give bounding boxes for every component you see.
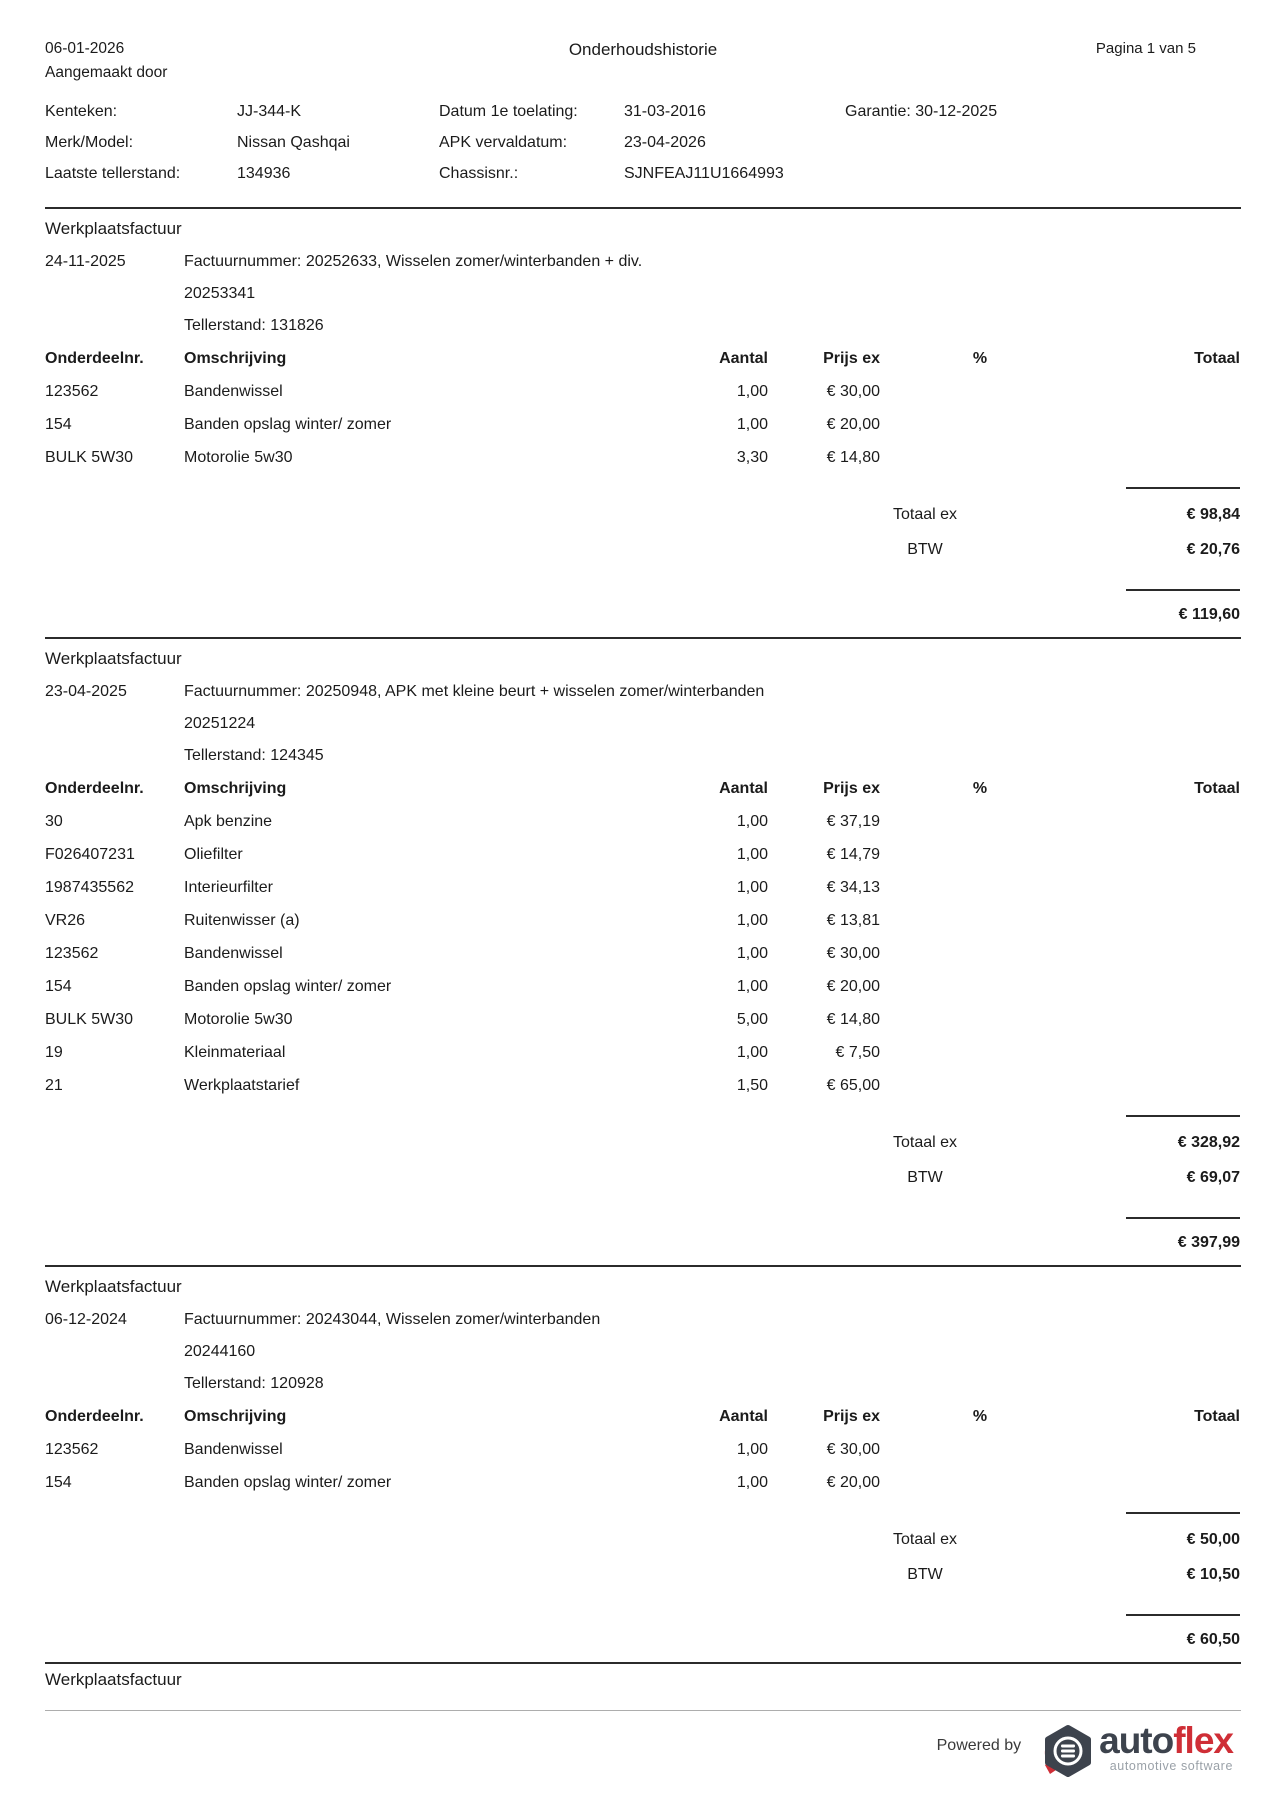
description-cell: Motorolie 5w30 [184,449,293,466]
vat-label: BTW [907,1169,943,1186]
footer-divider [45,1710,1241,1711]
price-cell: € 20,00 [826,978,880,995]
qty-cell: 1,00 [736,813,768,830]
table-header-row [45,343,1241,376]
invoice-section [45,639,1241,1267]
first-registration-value: 31-03-2016 [624,103,706,120]
part-number-header: Onderdeelnr. [45,350,144,367]
description-cell: Banden opslag winter/ zomer [184,978,392,995]
part-number-cell: 123562 [45,945,99,962]
qty-cell: 1,00 [736,1441,768,1458]
description-cell: Motorolie 5w30 [184,1011,293,1028]
description-cell: Bandenwissel [184,383,283,400]
page-footer [45,1720,1241,1783]
price-cell: € 65,00 [826,1077,880,1094]
part-number-cell: BULK 5W30 [45,449,134,466]
invoice-date: 24-11-2025 [45,253,126,270]
total-header: Totaal [1194,780,1240,797]
total-header: Totaal [1194,1408,1240,1425]
invoice-description: Factuurnummer: 20243044, Wisselen zomer/winterbanden [184,1311,601,1328]
vat-label: BTW [907,541,943,558]
invoice-odometer: Tellerstand: 131826 [184,317,324,334]
invoice-total-value: € 397,99 [1177,1234,1240,1251]
percent-header: % [972,1408,988,1425]
part-number-cell: F026407231 [45,846,135,863]
table-row [45,1004,1241,1037]
qty-cell: 1,00 [736,383,768,400]
part-number-header: Onderdeelnr. [45,1408,144,1425]
odometer-label: Laatste tellerstand: [45,165,181,182]
subtotal-value: € 98,84 [1186,506,1240,523]
subtotal-rule [1126,1512,1240,1514]
vehicle-info [45,98,1241,191]
part-number-cell: 19 [45,1044,63,1061]
page-number: Pagina 1 van 5 [1095,40,1196,57]
invoice-meta [45,247,1241,343]
qty-cell: 1,00 [736,416,768,433]
invoice-extra-number: 20251224 [184,715,256,732]
subtotal-value: € 50,00 [1186,1531,1240,1548]
total-rule [1126,1614,1240,1616]
qty-cell: 5,00 [736,1011,768,1028]
vehicle-info-row [45,129,1241,160]
price-cell: € 30,00 [826,383,880,400]
page-title: Onderhoudshistorie [568,40,718,59]
qty-header: Aantal [719,1408,768,1425]
total-rule [1126,1217,1240,1219]
price-header: Prijs ex [823,1408,880,1425]
description-cell: Banden opslag winter/ zomer [184,1474,392,1491]
table-row [45,839,1241,872]
table-row [45,938,1241,971]
description-cell: Kleinmateriaal [184,1044,286,1061]
warranty-label: Garantie: 30-12-2025 [845,103,998,120]
apk-expiry-label: APK vervaldatum: [439,134,568,151]
make-model-label: Merk/Model: [45,134,134,151]
table-row [45,1037,1241,1070]
invoice-meta [45,677,1241,773]
invoice-section-title: Werkplaatsfactuur [45,1277,182,1296]
price-cell: € 30,00 [826,945,880,962]
subtotal-rule [1126,487,1240,489]
table-row [45,872,1241,905]
subtotal-label: Totaal ex [892,1134,958,1151]
description-cell: Interieurfilter [184,879,273,896]
autoflex-logo [1041,1720,1233,1781]
part-number-cell: BULK 5W30 [45,1011,134,1028]
part-number-cell: VR26 [45,912,86,929]
qty-cell: 1,00 [736,846,768,863]
subtotal-label: Totaal ex [892,1531,958,1548]
price-cell: € 14,79 [826,846,880,863]
chassis-label: Chassisnr.: [439,165,519,182]
price-cell: € 14,80 [826,1011,880,1028]
total-rule [1126,589,1240,591]
created-by-label: Aangemaakt door [45,64,168,81]
price-header: Prijs ex [823,350,880,367]
chassis-value: SJNFEAJ11U1664993 [624,165,784,182]
description-cell: Apk benzine [184,813,273,830]
vehicle-info-row [45,98,1241,129]
description-cell: Banden opslag winter/ zomer [184,416,392,433]
description-cell: Oliefilter [184,846,243,863]
qty-cell: 1,00 [736,1044,768,1061]
table-row [45,1434,1241,1467]
part-number-cell: 123562 [45,383,99,400]
part-number-cell: 1987435562 [45,879,134,896]
qty-cell: 1,00 [736,945,768,962]
autoflex-tagline: automotive software [1109,1759,1233,1773]
qty-header: Aantal [719,350,768,367]
table-row [45,376,1241,409]
invoice-odometer: Tellerstand: 120928 [184,1375,324,1392]
qty-cell: 1,00 [736,978,768,995]
table-row [45,905,1241,938]
table-row [45,806,1241,839]
qty-header: Aantal [719,780,768,797]
description-header: Omschrijving [184,350,287,367]
invoice-section-title: Werkplaatsfactuur [45,219,182,238]
report-date: 06-01-2026 [45,40,125,57]
table-header-row [45,1401,1241,1434]
total-header: Totaal [1194,350,1240,367]
price-cell: € 34,13 [826,879,880,896]
price-cell: € 14,80 [826,449,880,466]
vat-value: € 69,07 [1186,1169,1240,1186]
invoice-section [45,209,1241,639]
part-number-cell: 30 [45,813,63,830]
autoflex-logo-icon [1041,1723,1095,1781]
qty-cell: 3,30 [736,449,768,466]
table-header-row [45,773,1241,806]
invoice-extra-number: 20253341 [184,285,256,302]
invoice-description: Factuurnummer: 20250948, APK met kleine beurt + wisselen zomer/winterbanden [184,683,765,700]
price-cell: € 20,00 [826,1474,880,1491]
price-cell: € 20,00 [826,416,880,433]
invoice-date: 23-04-2025 [45,683,127,700]
invoice-odometer: Tellerstand: 124345 [184,747,324,764]
invoice-section-title: Werkplaatsfactuur [45,649,182,668]
license-plate-label: Kenteken: [45,103,118,120]
vehicle-info-row [45,160,1241,191]
odometer-value: 134936 [237,165,291,182]
license-plate-value: JJ-344-K [237,103,302,120]
vat-value: € 20,76 [1186,541,1240,558]
invoice-meta [45,1305,1241,1401]
table-row [45,409,1241,442]
powered-by-label: Powered by [936,1737,1022,1754]
subtotal-rule [1126,1115,1240,1117]
price-cell: € 7,50 [835,1044,880,1061]
first-registration-label: Datum 1e toelating: [439,103,578,120]
qty-cell: 1,50 [736,1077,768,1094]
invoice-section-title: Werkplaatsfactuur [45,1670,182,1689]
autoflex-wordmark: autoflex [1099,1720,1233,1761]
invoice-total-value: € 60,50 [1186,1631,1240,1648]
part-number-cell: 154 [45,978,72,995]
price-cell: € 13,81 [826,912,880,929]
invoice-total-value: € 119,60 [1178,606,1240,623]
table-row [45,442,1241,475]
subtotal-label: Totaal ex [892,506,958,523]
part-number-cell: 123562 [45,1441,99,1458]
vat-value: € 10,50 [1186,1566,1240,1583]
invoice-section [45,1267,1241,1664]
vat-label: BTW [907,1566,943,1583]
table-row [45,971,1241,1004]
part-number-header: Onderdeelnr. [45,780,144,797]
invoice-description: Factuurnummer: 20252633, Wisselen zomer/winterbanden + div. [184,253,643,270]
price-header: Prijs ex [823,780,880,797]
price-cell: € 30,00 [826,1441,880,1458]
document-page [45,0,1241,1783]
qty-cell: 1,00 [736,879,768,896]
qty-cell: 1,00 [736,1474,768,1491]
description-cell: Bandenwissel [184,945,283,962]
table-row [45,1070,1241,1103]
description-cell: Ruitenwisser (a) [184,912,300,929]
part-number-cell: 154 [45,416,72,433]
percent-header: % [972,780,988,797]
page-header [45,40,1241,62]
description-cell: Werkplaatstarief [184,1077,300,1094]
description-header: Omschrijving [184,780,287,797]
price-cell: € 37,19 [826,813,880,830]
percent-header: % [972,350,988,367]
table-row [45,1467,1241,1500]
description-header: Omschrijving [184,1408,287,1425]
invoice-extra-number: 20244160 [184,1343,256,1360]
make-model-value: Nissan Qashqai [237,134,350,151]
qty-cell: 1,00 [736,912,768,929]
subtotal-value: € 328,92 [1177,1134,1240,1151]
apk-expiry-value: 23-04-2026 [624,134,706,151]
invoice-date: 06-12-2024 [45,1311,127,1328]
part-number-cell: 21 [45,1077,63,1094]
part-number-cell: 154 [45,1474,72,1491]
description-cell: Bandenwissel [184,1441,283,1458]
